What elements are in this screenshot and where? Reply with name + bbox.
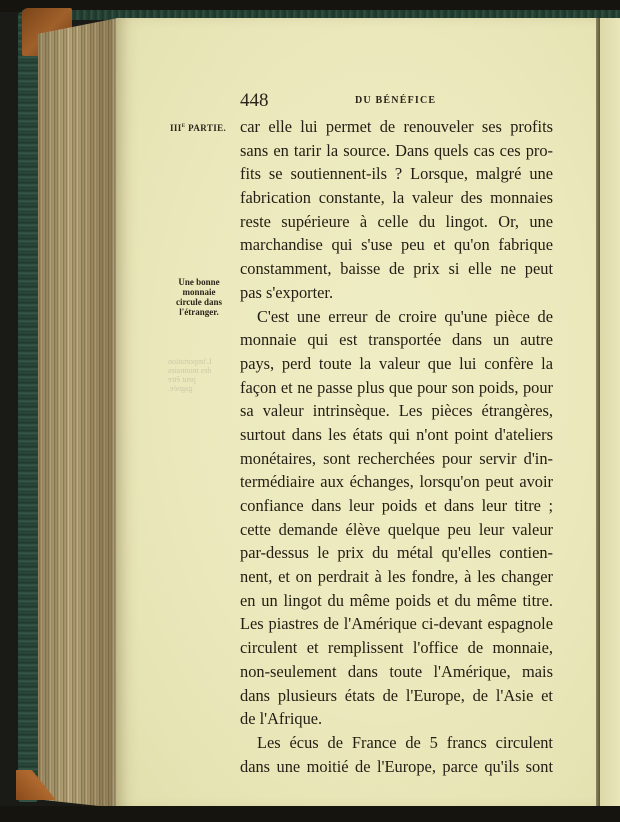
sidenote-line: l'étranger.	[179, 307, 219, 317]
text-line: monnaie qui est transportée dans un autre	[240, 330, 553, 350]
text-line: marchandise qui s'use peu et qu'on fabrique	[240, 235, 553, 255]
text-line: C'est une erreur de croire qu'une pièce de	[257, 306, 553, 326]
bleed-through-line: des monnaies	[168, 366, 212, 375]
text-line: Les écus de France de 5 francs circulent	[257, 732, 553, 752]
text-line: Les piastres de l'Amérique ci-devant espagnole	[240, 614, 553, 634]
text-line: nent, et on perdrait à les fondre, à les changer	[240, 567, 553, 587]
text-line: sans en tarir la source. Dans quels cas ces pro-	[240, 140, 553, 160]
sidenote-line: circule dans	[175, 297, 223, 307]
facing-page-edge	[600, 18, 620, 808]
page-number: 448	[240, 90, 269, 111]
text-line: sa valeur intrinsèque. Les pièces étrangères,	[240, 401, 553, 421]
running-head	[240, 90, 540, 112]
text-line: par-dessus le prix du métal qu'elles contien-	[240, 543, 553, 563]
text-line: dans une moitié de l'Europe, parce qu'ils sont	[240, 756, 553, 776]
text-line: circulent et remplissent l'office de monnaie,	[240, 638, 553, 658]
bleed-through-line: L'importation	[168, 357, 212, 366]
bleed-through-line: peut être	[168, 375, 196, 384]
page-edges-stack	[38, 18, 118, 808]
text-line: dans plusieurs états de l'Europe, de l'Asie et	[240, 685, 553, 705]
text-line: monétaires, sont recherchées pour servir d'in-	[240, 448, 553, 468]
part-label-text: IIIe PARTIE.	[170, 121, 227, 133]
text-line: constamment, baisse de prix si elle ne peut	[240, 259, 553, 279]
part-label	[170, 121, 226, 133]
text-line: confiance dans leur poids et dans leur titre ;	[240, 496, 553, 515]
text-line: façon et ne passe plus que pour son poids, pour	[240, 377, 553, 397]
book-cover-spine	[18, 12, 38, 802]
text-line: termédiaire aux échanges, lorsqu'on peut avoir	[240, 472, 553, 492]
text-line: pays, perd toute la valeur que lui confère la	[240, 353, 553, 373]
text-line: de l'Afrique.	[240, 709, 323, 729]
text-line: pas s'exporter.	[240, 282, 334, 302]
sidenote	[166, 277, 232, 317]
body-text	[240, 115, 553, 778]
background-shadow-bottom	[0, 806, 620, 822]
sidenote-line: monnaie	[182, 287, 216, 297]
text-line: fabrication constante, la valeur des monnaies	[240, 188, 553, 208]
text-line: surtout dans les états qui n'ont point d'ateliers	[240, 424, 553, 444]
text-line: en un lingot du même poids et du même titre.	[240, 590, 553, 610]
text-line: cette demande élève quelque peu leur valeur	[240, 519, 553, 539]
bleed-through-note	[168, 357, 228, 393]
sidenote-line: Une bonne	[178, 277, 220, 287]
text-line: reste supérieure à celle du lingot. Or, une	[240, 211, 553, 231]
bleed-through-line: gagnée.	[168, 384, 193, 393]
text-line: non-seulement dans toute l'Amérique, mais	[240, 661, 553, 681]
running-title: DU BÉNÉFICE	[355, 95, 437, 106]
text-line: car elle lui permet de renouveler ses profits	[240, 117, 553, 136]
text-line: fits se soutiennent-ils ? Lorsque, malgré une	[240, 164, 553, 184]
